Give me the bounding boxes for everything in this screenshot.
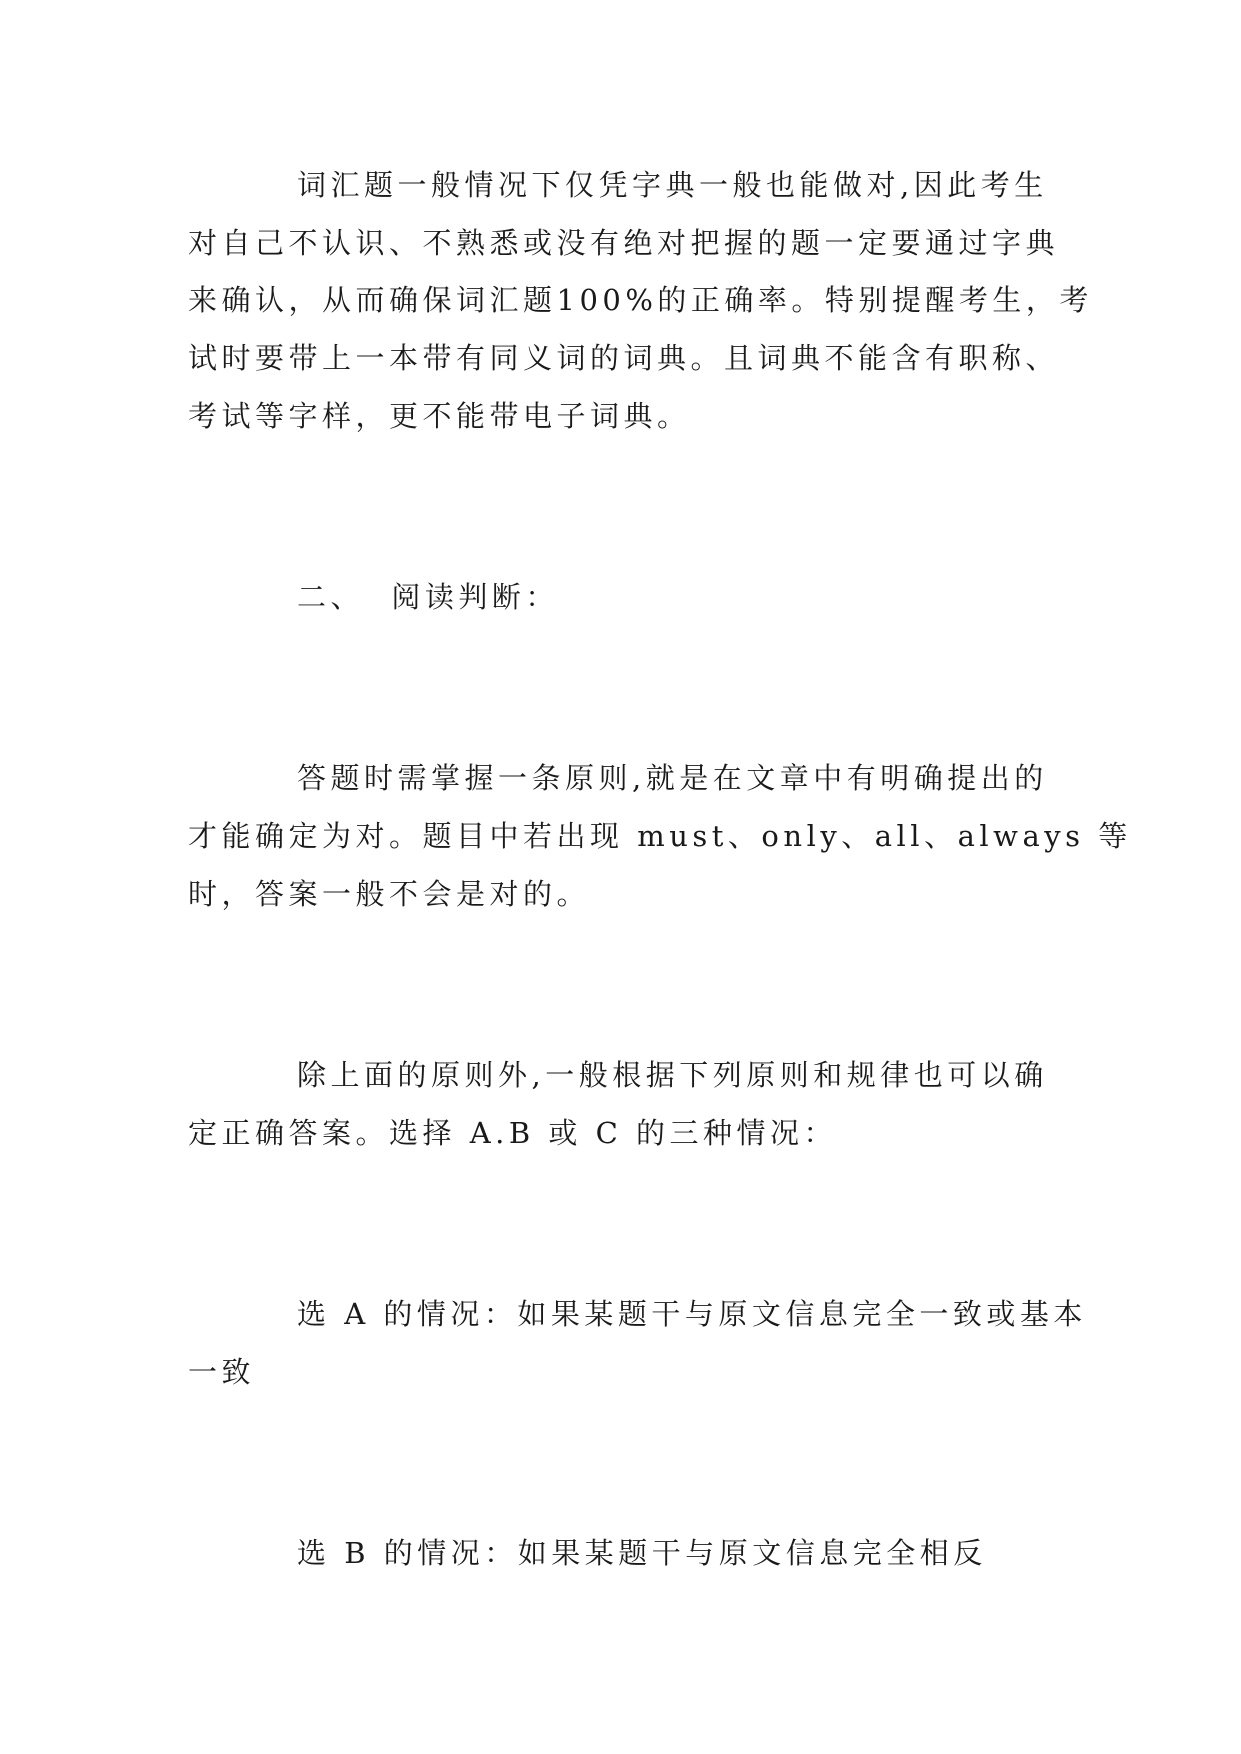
paragraph-1-line-3: 来确认，从而确保词汇题100%的正确率。特别提醒考生，考 bbox=[188, 283, 1093, 317]
option-a-line-2: 一致 bbox=[188, 1355, 256, 1389]
paragraph-4-line-2: 定正确答案。选择 A.B 或 C 的三种情况： bbox=[188, 1116, 838, 1150]
paragraph-1-line-4: 试时要带上一本带有同义词的词典。且词典不能含有职称、 bbox=[188, 341, 1060, 375]
option-a-line-1: 选 A 的情况：如果某题干与原文信息完全一致或基本 bbox=[297, 1297, 1087, 1331]
paragraph-1-line-2: 对自己不认识、不熟悉或没有绝对把握的题一定要通过字典 bbox=[188, 226, 1060, 260]
paragraph-3-line-1: 答题时需掌握一条原则,就是在文章中有明确提出的 bbox=[297, 761, 1048, 795]
paragraph-4-line-1: 除上面的原则外,一般根据下列原则和规律也可以确 bbox=[297, 1058, 1048, 1092]
paragraph-1-line-5: 考试等字样，更不能带电子词典。 bbox=[188, 399, 691, 433]
option-b-line-1: 选 B 的情况：如果某题干与原文信息完全相反 bbox=[297, 1536, 987, 1570]
paragraph-1-line-1: 词汇题一般情况下仅凭字典一般也能做对,因此考生 bbox=[297, 168, 1048, 202]
paragraph-3-line-2: 才能确定为对。题目中若出现 must、only、all、always 等 bbox=[188, 819, 1132, 853]
section-heading-reading-judgement: 二、 阅读判断： bbox=[297, 580, 559, 614]
paragraph-3-line-3: 时，答案一般不会是对的。 bbox=[188, 877, 591, 911]
